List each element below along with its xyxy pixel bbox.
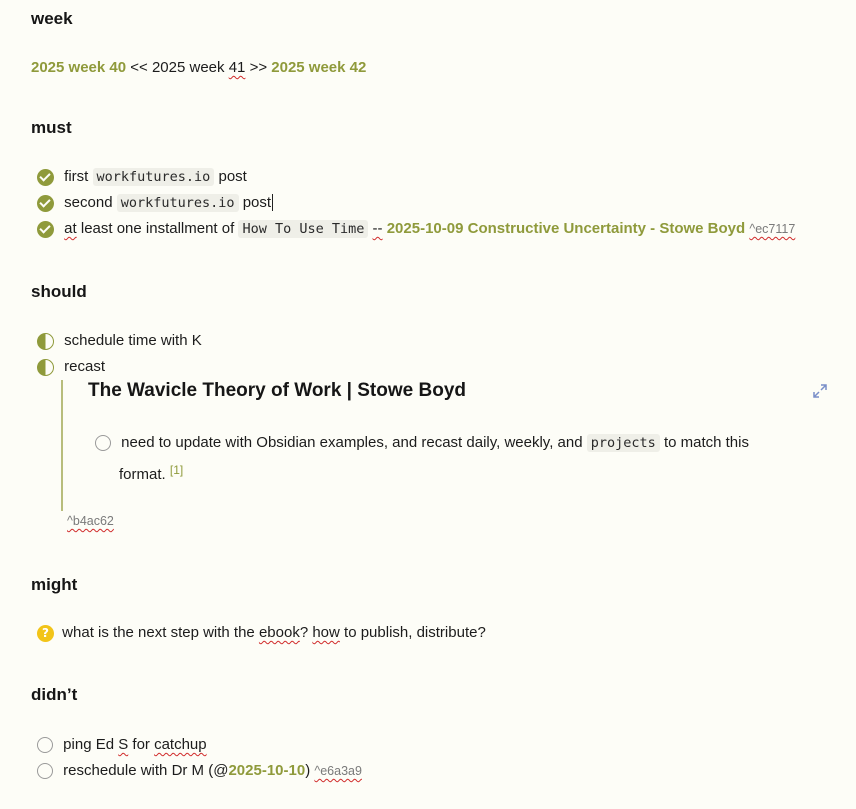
heading-week: week (31, 9, 73, 28)
task-item (37, 623, 486, 643)
task-text: reschedule with Dr M (@ (63, 762, 229, 779)
task-text: ? (299, 624, 313, 641)
task-text: ebook (258, 624, 300, 641)
task-text: ) (305, 762, 311, 779)
task-text: need to update with Obsidian examples, and recast daily, weekly, and (121, 434, 583, 451)
inline-code: How To Use Time (238, 220, 368, 238)
separator: -- (372, 220, 383, 237)
half-done-icon[interactable] (37, 359, 54, 376)
current-week-prefix: 2025 week (151, 59, 229, 76)
heading-didnt: didn’t (31, 685, 78, 704)
embed-task-line2 (119, 460, 183, 485)
embed-title[interactable]: The Wavicle Theory of Work | Stowe Boyd (88, 380, 466, 401)
task-text: ping Ed (63, 736, 119, 753)
link-constructive-uncertainty[interactable]: 2025-10-09 Constructive Uncertainty - Stowe Boyd (386, 220, 746, 237)
task-text: format. (119, 466, 166, 483)
empty-task-icon[interactable] (37, 763, 53, 779)
task-text: how (312, 624, 340, 641)
task-text: catchup (154, 736, 207, 753)
expand-icon[interactable] (812, 383, 828, 403)
heading-must: must (31, 118, 72, 137)
task-text: post (242, 194, 272, 211)
task-text: least one installment of (76, 220, 235, 237)
task-item (37, 167, 247, 187)
inline-code: workfutures.io (117, 194, 239, 212)
task-text: to match this (663, 434, 749, 451)
task-text: post (218, 168, 247, 185)
question-icon[interactable]: ? (37, 625, 54, 642)
block-id: ^ec7117 (749, 222, 796, 236)
task-text: S (118, 736, 129, 753)
task-text: to publish, distribute? (339, 624, 486, 641)
check-done-icon[interactable] (37, 169, 54, 186)
task-item (37, 357, 105, 377)
empty-task-icon[interactable] (95, 435, 111, 451)
prev-arrow: << (130, 59, 148, 76)
embed-border (61, 380, 63, 511)
check-done-icon[interactable] (37, 221, 54, 238)
task-item (37, 735, 207, 755)
task-text: second (64, 194, 113, 211)
inline-code: workfutures.io (93, 168, 215, 186)
task-item (37, 219, 795, 239)
embed-task (95, 433, 749, 453)
task-text: recast (64, 358, 106, 375)
footnote-ref[interactable]: [1] (169, 463, 184, 477)
text-cursor (272, 194, 273, 211)
task-text: schedule time with K (64, 332, 202, 349)
link-prev-week[interactable]: 2025 week 40 (31, 59, 127, 76)
task-item (37, 761, 362, 781)
empty-task-icon[interactable] (37, 737, 53, 753)
heading-might: might (31, 575, 78, 594)
inline-code: projects (587, 434, 660, 452)
heading-should: should (31, 282, 87, 301)
link-next-week[interactable]: 2025 week 42 (271, 59, 367, 76)
task-text: what is the next step with the (62, 624, 259, 641)
block-id: ^b4ac62 (67, 514, 114, 528)
task-text: at (64, 220, 77, 237)
week-nav (31, 58, 366, 78)
task-text: first (64, 168, 89, 185)
next-arrow: >> (249, 59, 268, 76)
task-item (37, 331, 202, 351)
check-done-icon[interactable] (37, 195, 54, 212)
current-week-num: 41 (228, 59, 246, 76)
task-item (37, 193, 273, 213)
task-text: for (128, 736, 155, 753)
block-id: ^e6a3a9 (314, 764, 362, 778)
link-date[interactable]: 2025-10-10 (228, 762, 306, 779)
half-done-icon[interactable] (37, 333, 54, 350)
